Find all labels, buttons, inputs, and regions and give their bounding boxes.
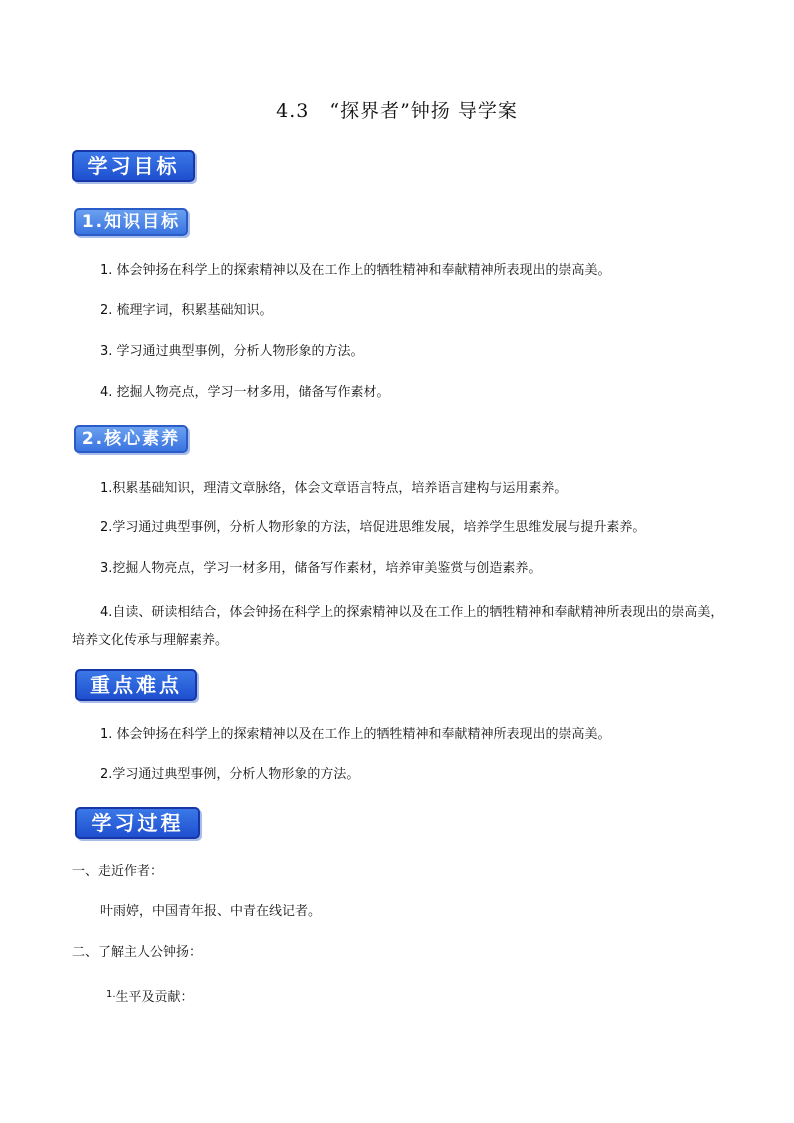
section-banner-difficulties: 重点难点 [75, 669, 197, 701]
process-step2-sub-label: 生平及贡献： [115, 990, 194, 1005]
section-banner-knowledge: 1.知识目标 [74, 208, 188, 236]
process-step2-sub [106, 985, 194, 1008]
difficulty-item-2: 2.学习通过典型事例，分析人物形象的方法。 [100, 767, 360, 782]
core-item-3: 3.挖掘人物亮点，学习一材多用，储备写作素材，培养审美鉴赏与创造素养。 [100, 561, 542, 576]
knowledge-item-3: 3. 学习通过典型事例，分析人物形象的方法。 [100, 344, 364, 359]
core-item-2: 2.学习通过典型事例，分析人物形象的方法，培促进思维发展，培养学生思维发展与提升素养。 [100, 520, 646, 535]
core-item-4: 4.自读、研读相结合，体会钟扬在科学上的探索精神以及在工作上的牺牲精神和奉献精神所表现出的崇高美，培养文化传承与理解素养。 [72, 605, 724, 648]
section-banner-objectives: 学习目标 [72, 150, 195, 182]
knowledge-item-2: 2. 梳理字词，积累基础知识。 [100, 303, 273, 318]
process-step1-text: 叶雨婷，中国青年报、中青在线记者。 [100, 904, 322, 919]
core-item-1: 1.积累基础知识，理清文章脉络，体会文章语言特点，培养语言建构与运用素养。 [100, 481, 568, 496]
knowledge-item-4: 4. 挖掘人物亮点，学习一材多用，储备写作素材。 [100, 385, 390, 400]
difficulty-item-1: 1. 体会钟扬在科学上的探索精神以及在工作上的牺牲精神和奉献精神所表现出的崇高美。 [100, 727, 611, 742]
knowledge-item-1: 1. 体会钟扬在科学上的探索精神以及在工作上的牺牲精神和奉献精神所表现出的崇高美。 [100, 263, 611, 278]
page-title: 4.3 “探界者”钟扬 导学案 [276, 100, 518, 122]
process-step2-heading: 二、了解主人公钟扬： [72, 945, 203, 960]
process-step1-heading: 一、走近作者： [72, 864, 164, 879]
section-banner-process: 学习过程 [75, 807, 200, 839]
process-step2-sub-number: 1. [106, 989, 116, 1000]
section-banner-core: 2.核心素养 [74, 425, 188, 453]
